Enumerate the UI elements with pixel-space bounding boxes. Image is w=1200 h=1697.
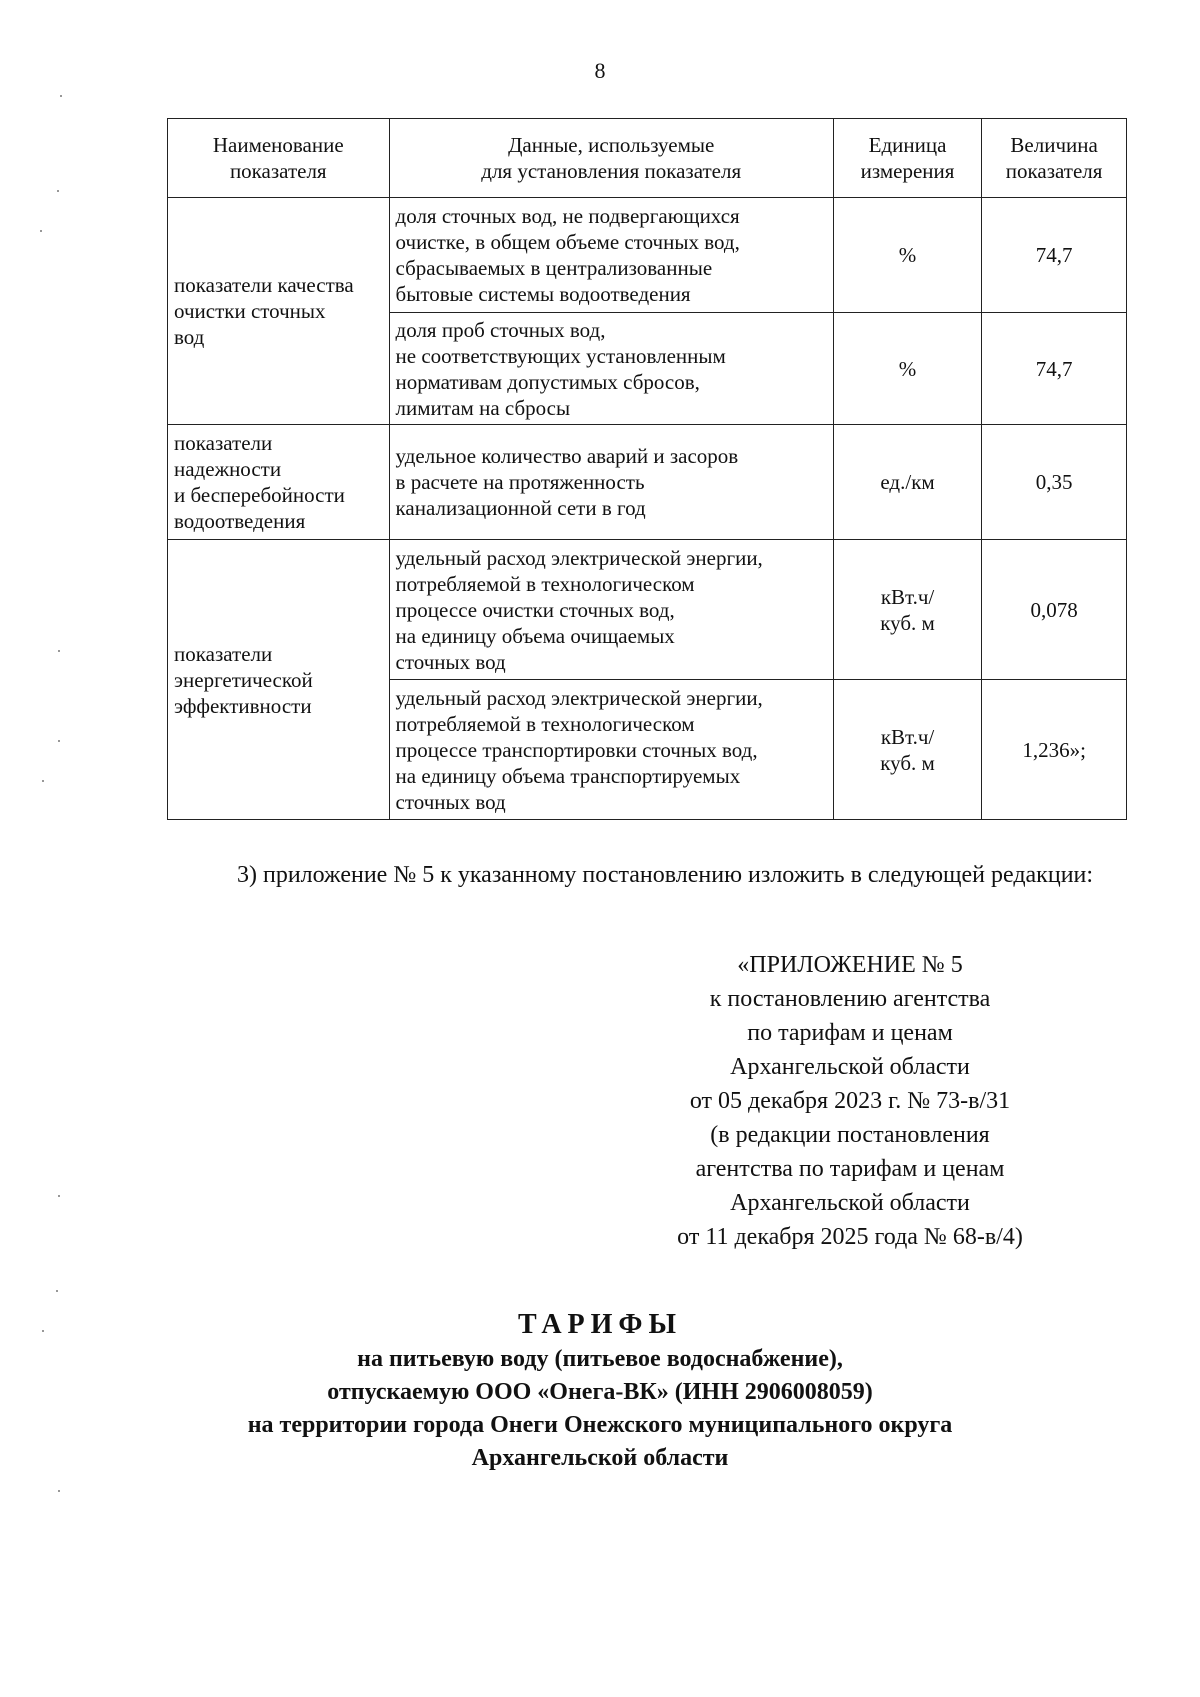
appendix-line: Архангельской области <box>730 1054 970 1080</box>
unit-cell: % <box>833 313 981 425</box>
value-cell: 0,35 <box>982 425 1127 540</box>
group-name-cell: показатели качества очистки сточных вод <box>168 198 390 425</box>
amendment-paragraph <box>167 858 1113 892</box>
title-line: отпускаемую ООО «Онега-ВК» (ИНН 2906008059) <box>327 1379 873 1405</box>
unit-cell: кВт.ч/ куб. м <box>833 680 981 820</box>
appendix-header <box>600 948 1100 1254</box>
tariffs-title: ТАРИФЫ <box>518 1309 682 1340</box>
table-row <box>168 198 1127 313</box>
table-row <box>168 425 1127 540</box>
scan-speck <box>42 1330 44 1332</box>
scan-speck <box>58 1490 60 1492</box>
table-header-row <box>168 119 1127 198</box>
title-line: на питьевую воду (питьевое водоснабжение), <box>357 1346 843 1372</box>
data-cell: удельный расход электрической энергии, потребляемой в технологическом процессе транспортировки сточных вод, на единицу объема транспортируемых сточных вод <box>389 680 833 820</box>
page-number: 8 <box>594 58 606 83</box>
scan-speck <box>42 780 44 782</box>
appendix-line: от 05 декабря 2023 г. № 73-в/31 <box>689 1088 1011 1114</box>
unit-cell: ед./км <box>833 425 981 540</box>
appendix-line: к постановлению агентства <box>709 986 991 1012</box>
value-cell: 0,078 <box>982 540 1127 680</box>
group-name-cell: показатели энергетической эффективности <box>168 540 390 820</box>
scan-speck <box>40 230 42 232</box>
appendix-line: «ПРИЛОЖЕНИЕ № 5 <box>737 952 963 978</box>
table-row <box>168 540 1127 680</box>
scan-speck <box>56 1290 58 1292</box>
amendment-text: 3) приложение № 5 к указанному постановлению изложить в следующей редакции: <box>237 862 1094 888</box>
appendix-line: (в редакции постановления <box>710 1122 990 1148</box>
scan-speck <box>58 650 60 652</box>
data-cell: удельное количество аварий и засоров в расчете на протяженность канализационной сети в год <box>389 425 833 540</box>
header-value: Величина показателя <box>982 119 1127 198</box>
value-cell: 1,236»; <box>982 680 1127 820</box>
tariffs-title-block <box>0 1308 1200 1475</box>
appendix-line: от 11 декабря 2025 года № 68-в/4) <box>677 1224 1023 1250</box>
value-cell: 74,7 <box>982 313 1127 425</box>
value-cell: 74,7 <box>982 198 1127 313</box>
title-line: на территории города Онеги Онежского муниципального округа <box>247 1412 953 1438</box>
header-unit: Единица измерения <box>833 119 981 198</box>
scan-speck <box>57 190 59 192</box>
indicators-table <box>167 118 1127 820</box>
appendix-line: агентства по тарифам и ценам <box>695 1156 1005 1182</box>
data-cell: доля сточных вод, не подвергающихся очистке, в общем объеме сточных вод, сбрасываемых в централизованные бытовые системы водоотведения <box>389 198 833 313</box>
appendix-line: Архангельской области <box>730 1190 970 1216</box>
title-line: Архангельской области <box>471 1445 729 1471</box>
data-cell: удельный расход электрической энергии, потребляемой в технологическом процессе очистки сточных вод, на единицу объема очищаемых сточных вод <box>389 540 833 680</box>
unit-cell: % <box>833 198 981 313</box>
header-data: Данные, используемые для установления показателя <box>389 119 833 198</box>
scan-speck <box>60 95 62 97</box>
scan-speck <box>58 740 60 742</box>
appendix-line: по тарифам и ценам <box>747 1020 953 1046</box>
header-name: Наименование показателя <box>168 119 390 198</box>
data-cell: доля проб сточных вод, не соответствующих установленным нормативам допустимых сбросов, лимитам на сбросы <box>389 313 833 425</box>
unit-cell: кВт.ч/ куб. м <box>833 540 981 680</box>
group-name-cell: показатели надежности и бесперебойности водоотведения <box>168 425 390 540</box>
scan-speck <box>58 1195 60 1197</box>
